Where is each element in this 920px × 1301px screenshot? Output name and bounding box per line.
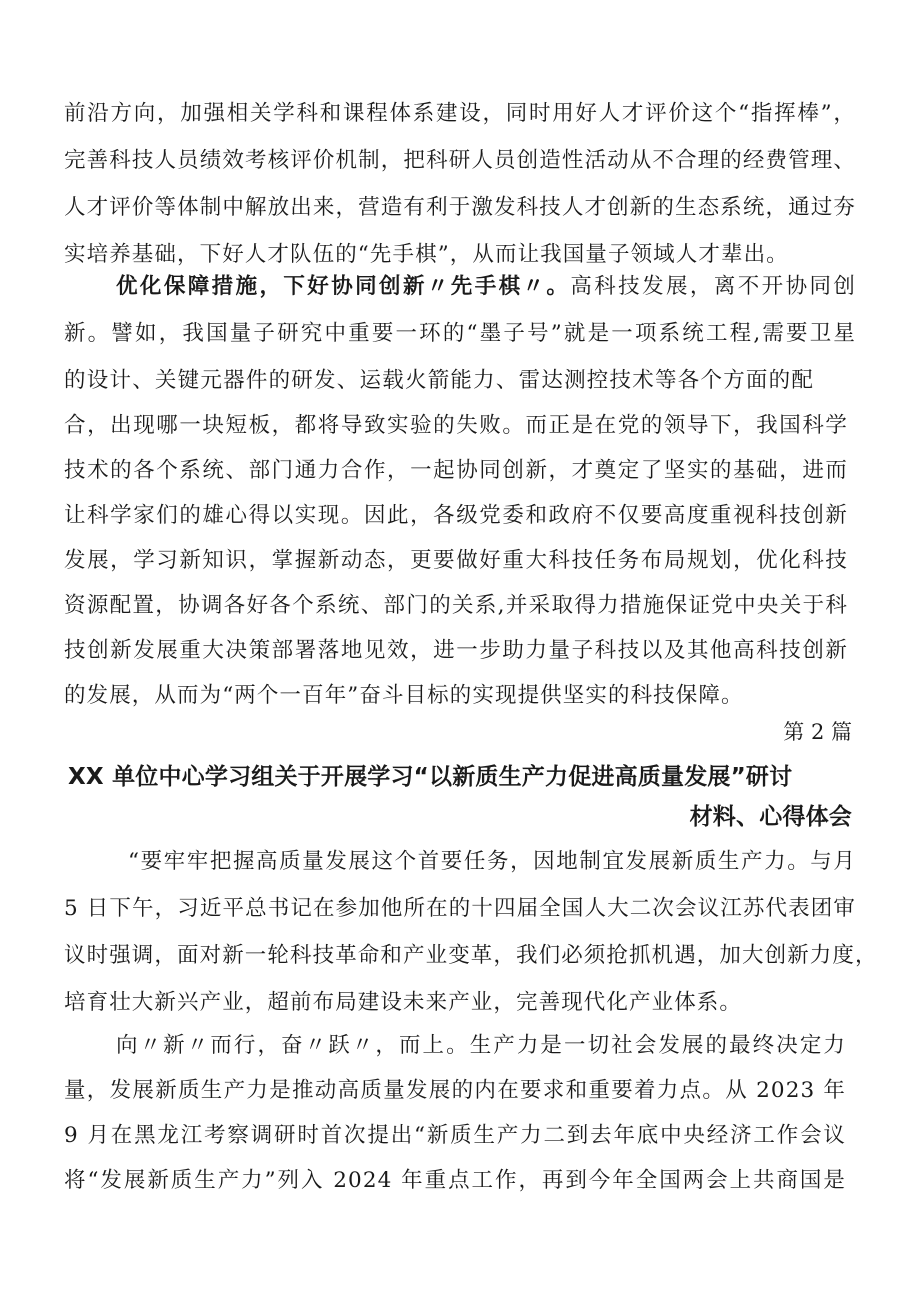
paragraph-line: “要牢牢把握高质量发展这个首要任务，因地制宜发展新质生产力。与月 (128, 849, 856, 874)
paragraph-line: 议时强调，面对新一轮科技革命和产业变革，我们必须抢抓机遇，加大创新力度， (64, 943, 878, 968)
paragraph-line: 让科学家们的雄心得以实现。因此，各级党委和政府不仅要高度重视科技创新 (64, 503, 848, 528)
document-title-line-1: XX 单位中心学习组关于开展学习“以新质生产力促进高质量发展”研讨 (68, 764, 793, 790)
section-marker: 第 2 篇 (783, 720, 852, 744)
document-title-line-2: 材料、心得体会 (689, 804, 852, 830)
paragraph-lead-text: 高科技发展，离不开协同创 (570, 274, 857, 299)
paragraph-line: 技创新发展重大决策部署落地见效，进一步助力量子科技以及其他高科技创新 (64, 638, 848, 663)
paragraph-line: 新。譬如，我国量子研究中重要一环的“墨子号”就是一项系统工程,需要卫星 (64, 321, 856, 346)
paragraph-line: 前沿方向，加强相关学科和课程体系建设，同时用好人才评价这个“指挥棒”， (64, 101, 856, 126)
paragraph-line: 资源配置，协调各好各个系统、部门的关系,并采取得力措施保证党中央关于科 (64, 593, 848, 618)
paragraph-line: 培育壮大新兴产业，超前布局建设未来产业，完善现代化产业体系。 (64, 990, 743, 1015)
paragraph-line: 合，出现哪一块短板，都将导致实验的失败。而正是在党的领导下，我国科学 (64, 413, 848, 438)
paragraph-line: 的发展，从而为“两个一百年”奋斗目标的实现提供坚实的科技保障。 (64, 683, 744, 708)
paragraph-line: 的设计、关键元器件的研发、运载火箭能力、雷达测控技术等各个方面的配 (64, 368, 814, 393)
paragraph-line: 完善科技人员绩效考核评价机制，把科研人员创造性活动从不合理的经费管理、 (64, 148, 856, 173)
paragraph-line: 实培养基础，下好人才队伍的“先手棋”，从而让我国量子领域人才辈出。 (64, 242, 789, 267)
paragraph-lead-line (116, 272, 856, 302)
paragraph-line: 向〃新〃而行，奋〃跃〃，而上。生产力是一切社会发展的最终决定力 (116, 1033, 846, 1058)
paragraph-lead-heading: 优化保障措施，下好协同创新〃先手棋〃。 (116, 274, 571, 299)
paragraph-line: 将“发展新质生产力”列入 2024 年重点工作，再到今年全国两会上共商国是 (64, 1168, 846, 1193)
paragraph-line: 人才评价等体制中解放出来，营造有利于激发科技人才创新的生态系统，通过夯 (64, 195, 856, 220)
paragraph-line: 发展，学习新知识，掌握新动态，更要做好重大科技任务布局规划，优化科技 (64, 548, 848, 573)
paragraph-line: 量，发展新质生产力是推动高质量发展的内在要求和重要着力点。从 2023 年 (64, 1078, 846, 1103)
paragraph-line: 5 日下午，习近平总书记在参加他所在的十四届全国人大二次会议江苏代表团审 (64, 896, 856, 921)
paragraph-line: 技术的各个系统、部门通力合作，一起协同创新，才奠定了坚实的基础，进而 (64, 458, 848, 483)
paragraph-line: 9 月在黑龙江考察调研时首次提出“新质生产力二到去年底中央经济工作会议 (64, 1123, 846, 1148)
